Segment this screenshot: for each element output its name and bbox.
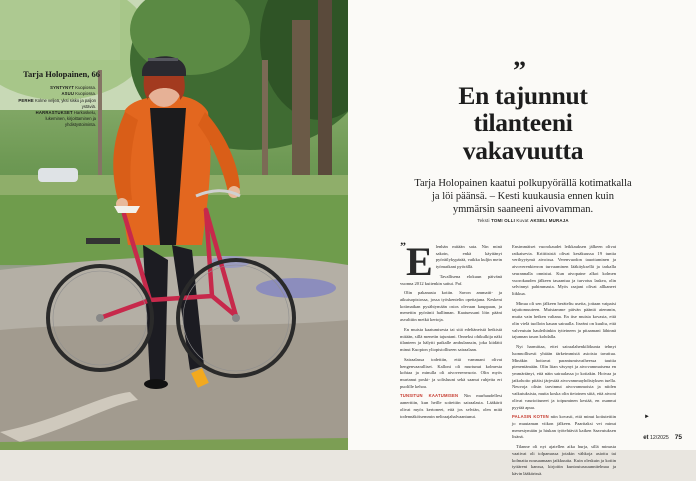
body-paragraph: En muista kaatumisesta tai sitä edeltäneistä hetkistä mitään, sillä menetin tajuntani. Onneksi ohikulkija näki tilanteen ja hälytti paikalle ambulanssin, joka kiidätti minut Kuopion yliopistolliseen sairaalaan. <box>400 326 502 353</box>
magazine-issue: et 12/2025 <box>643 435 669 441</box>
subhead: TUNSITUN KAATUMISEN <box>400 393 459 399</box>
body-paragraph: Olin pakanasta kotiin. Savon ammatti- ja aikuisopistossa, jossa työskentelin opettajana. Keskeni kotimatkan pysähtymään ostos olevaan kauppaan, ja menettin pyöränii hallinnan. Kaatuessani löin pääni asvalttiin metkä kertoja. <box>400 290 502 323</box>
page-number: 75 <box>674 434 682 441</box>
body-paragraph: Sairaalassa todettiin, että vammani olivat hengenvaaralliset. Kalloni oli murtunut kolmesta kohtaa ja minulla oli aivoverenvuoto. Olin myös murtanut poski- ja solisluuni sekä saanut ruhjeita eri puolille kehoa. <box>400 356 502 389</box>
article-photo <box>0 0 348 450</box>
fact-hobbies: HARRASTUKSET Harkoskelu, lukeminen, kirjoittaminen ja yhdistystoiminta. <box>35 110 96 127</box>
body-column-1 <box>400 239 502 423</box>
byline: Teksti TOMI OLLI Kuvat AKSELI MURAJA <box>477 218 569 223</box>
body-paragraph: Minua oli sen jälkeen heräteltu useita, jottaan vaipaisi tajuttomuuteen. Muistamme päivän pääntä aiemmin, mutta vain hetken valtana. En itse muista kovasta, että olin vielä tuolloin kauan sairaalla. Itseäni on kuultu, että valveutuin hauleihinkin tytteineen ja pitaamani lähinnä tajunnan tason kohdalla. <box>512 300 616 340</box>
body-paragraph: Nyt harmittaa, ettei sairaalahenkilökunta tehnyt luonnollisesti yhtään tärkeimmistä asioista tavattua. Minäkin hoitavat parantumisvaiheessa tauttia pienentämään. Olin liian väsynyt ja aivovammaisena en ymmärtänyt, että näin sairaalassa jo kotiakin. Hoivaa ja jatkohoito pitäisi järjestää aivovammayhdistyksen tuella. Neuvoja olisin tarvinnut aivovammoista ja niiden vaikutuksista, mutta koska olin tietoinen siitä, että aivoni olivat vaurioituneet ja toipuminen kestää, en osannut pyytää apua. <box>512 344 616 410</box>
article-page <box>348 0 696 476</box>
quote-mark-icon: ” <box>513 56 526 85</box>
body-paragraph: Ensimmäiset vuorokaudet leikkauksen jälkeen olivat ratkaisevia. Kriittisistä olivat kesäkuussa 19 tuntia verihyytymä aivoissa. Verenvuodon tauottaminen ja aivoverenkierron turvaaminen lääkityksellä ja tarkalla seurannalla onnistui. Kun aivopaine alkoi kolmen vuorokauden jälkeen tasaantua ja turvotus laskea, olin selvinnyt pahimmasta. Myös raajani olivat allkaneet liikkua. <box>512 244 616 297</box>
body-paragraph: TUNSITUN KAATUMISEN Nin murhaudellest aanerttiin, kun heille soitettiin sairaalasta. Lääkärit olivat myös kertoneet, että jos selviän, olen mitä todennäköisemmin neliraajahalvaantunut. <box>400 393 502 419</box>
person-caption <box>18 69 100 128</box>
headline: En tajunnut tilanteeni vakavuutta <box>458 81 588 165</box>
drop-cap: E <box>406 239 433 284</box>
body-paragraph: Elenhän mitään sata. Nin minä sakoin, enkä käyttänyt pyöräilykypärää, vaikka kuljin mein työmatkani pyörällä. <box>406 239 502 284</box>
opening-quote-icon: ” <box>400 239 406 253</box>
person-name: Tarja Holopainen, 66 <box>23 69 100 79</box>
fact-born: SYNTYNYT Kuopiossa. <box>50 84 96 90</box>
continue-arrow-icon: ► <box>644 414 650 420</box>
fact-family: PERHE Kolme veljeä, yksi sisko ja paljon ystäviä. <box>18 98 96 109</box>
body-column-2 <box>512 244 616 481</box>
page-footer <box>643 434 682 441</box>
subhead: PALASIN KOTIIN <box>512 414 549 420</box>
woman-with-bicycle-illustration <box>0 0 348 450</box>
body-paragraph: Tavallisena elokuun päivänä vuonna 2012 kuitenkin sattui. Paf. <box>400 273 502 286</box>
body-paragraph: Tilanne oli nyt ajatellen aika hurja, sillä minusta vaativat oli tolpamassa jotakin vähkoja asiottu tai kolmatta nousaamaan jaikkuutta. Kuin oleskuin ja kotiin tyttäreni kanssa, kirjoitin kuntoutussuunnitelmaa ja kävin lääkärissä. <box>512 444 616 476</box>
fact-lives: ASUU Kuopiossa. <box>61 91 96 97</box>
body-paragraph: PALASIN KOTIIN niin kovasti, että minut kotiutettiin jo muutaman viikon jälkeen. Paaritaksi vei minut menestymään ja hiukan työtehtäviä kaiken Saavutuksen lisänä. <box>512 414 616 440</box>
lede: Tarja Holopainen kaatui polkupyörällä kotimatkalla ja löi päänsä. – Kesti kuukausia ennen kuin ymmärsin saaneeni aivovamman. <box>414 178 632 215</box>
